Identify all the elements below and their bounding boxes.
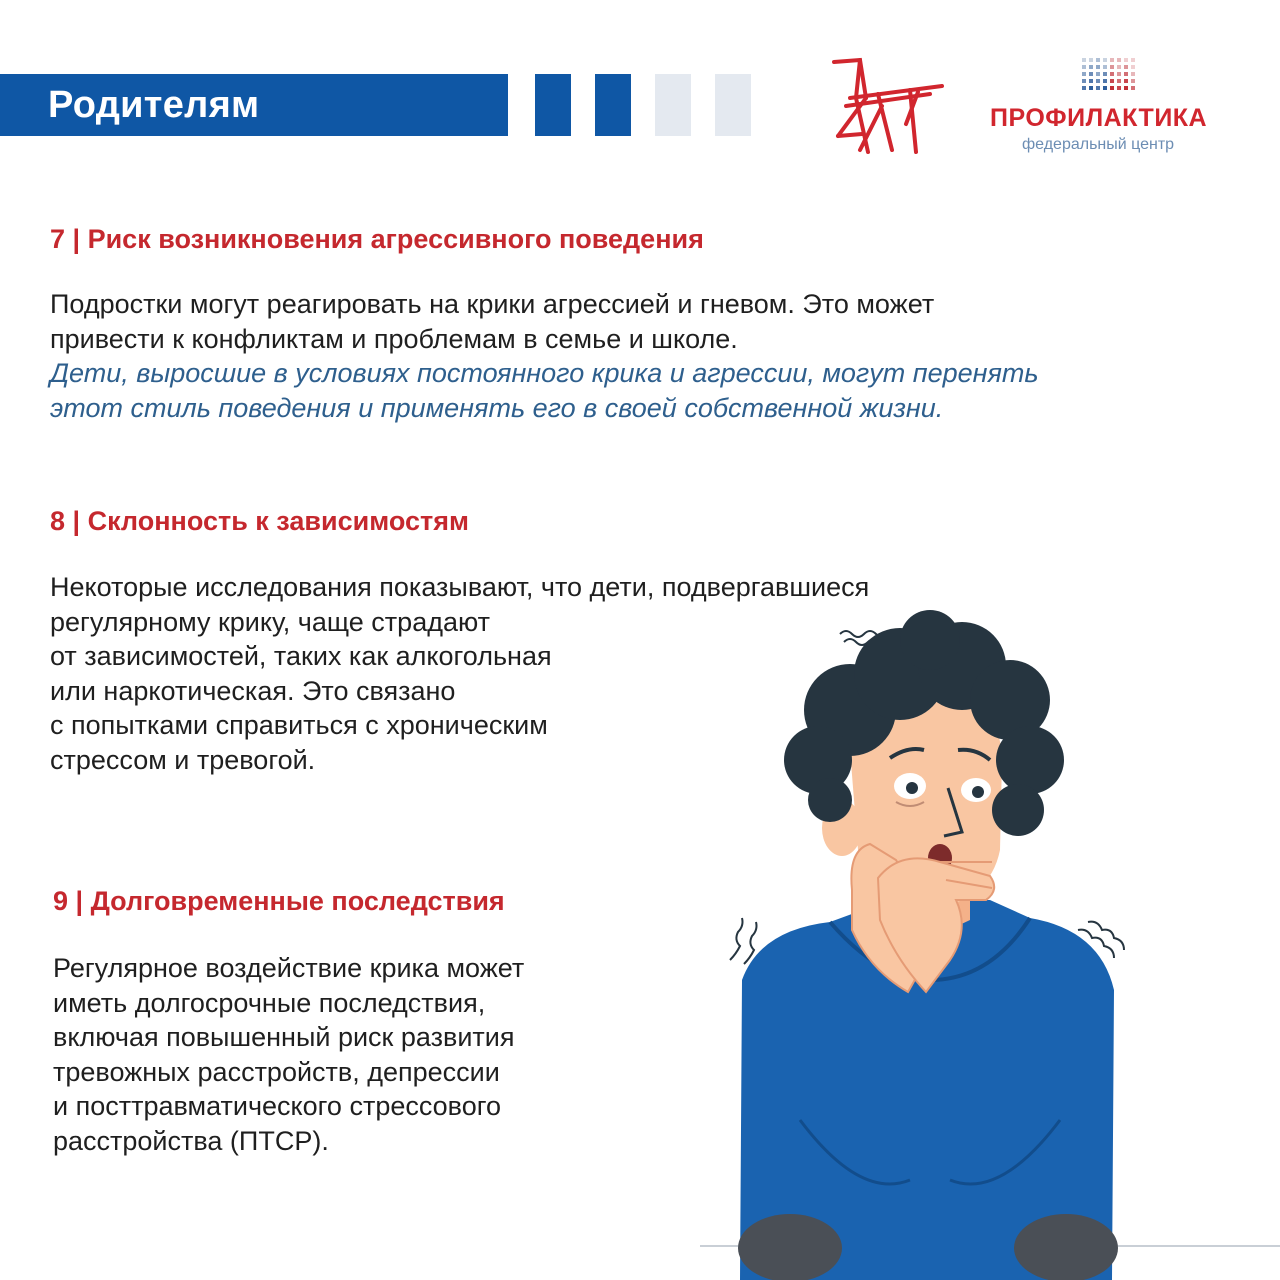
logo-grid-icon: [1080, 56, 1136, 96]
text-line: Подростки могут реагировать на крики агрессией и гневом. Это может: [50, 289, 935, 319]
text-line: от зависимостей, таких как алкогольная: [50, 641, 552, 671]
text-line: иметь долгосрочные последствия,: [53, 987, 486, 1018]
elbow: [738, 1214, 842, 1280]
logo-subtitle: федеральный центр: [1022, 136, 1175, 153]
text-line: привести к конфликтам и проблемам в семье и школе.: [50, 323, 738, 354]
text-line: расстройства (ПТСР).: [53, 1125, 329, 1156]
text-line: включая повышенный риск развития: [53, 1022, 515, 1052]
italic-text-line: Дети, выросшие в условиях постоянного крика и агрессии, могут перенять: [50, 358, 1039, 388]
logo-name: ПРОФИЛАКТИКА: [990, 104, 1208, 132]
page-title: Родителям: [48, 84, 260, 126]
italic-text-line: этот стиль поведения и применять его в своей собственной жизни.: [50, 392, 944, 423]
text-line: с попытками справиться с хроническим: [50, 710, 548, 740]
text-line: или наркотическая. Это связано: [50, 675, 456, 706]
anxious-man-illustration: [700, 600, 1280, 1280]
section-text-7: [50, 287, 1039, 425]
text-line: и посттравматического стрессового: [53, 1091, 501, 1121]
header-stripe: [655, 74, 691, 136]
text-line: стрессом и тревогой.: [50, 744, 316, 775]
text-line: Некоторые исследования показывают, что дети, подвергавшиеся: [50, 572, 870, 602]
header-stripe: [595, 74, 631, 136]
section-heading-8: 8 | Склонность к зависимостям: [50, 506, 469, 536]
text-line: тревожных расстройств, депрессии: [53, 1056, 500, 1087]
section-heading-9: 9 | Долговременные последствия: [53, 886, 505, 916]
section-text-9: [53, 951, 524, 1158]
header-stripe: [715, 74, 751, 136]
logo-mark-icon: [826, 54, 950, 158]
header-stripe: [535, 74, 571, 136]
elbow: [1014, 1214, 1118, 1280]
text-line: регулярному крику, чаще страдают: [50, 606, 491, 637]
text-line: Регулярное воздействие крика может: [53, 953, 525, 983]
section-heading-7: 7 | Риск возникновения агрессивного поведения: [50, 224, 704, 254]
